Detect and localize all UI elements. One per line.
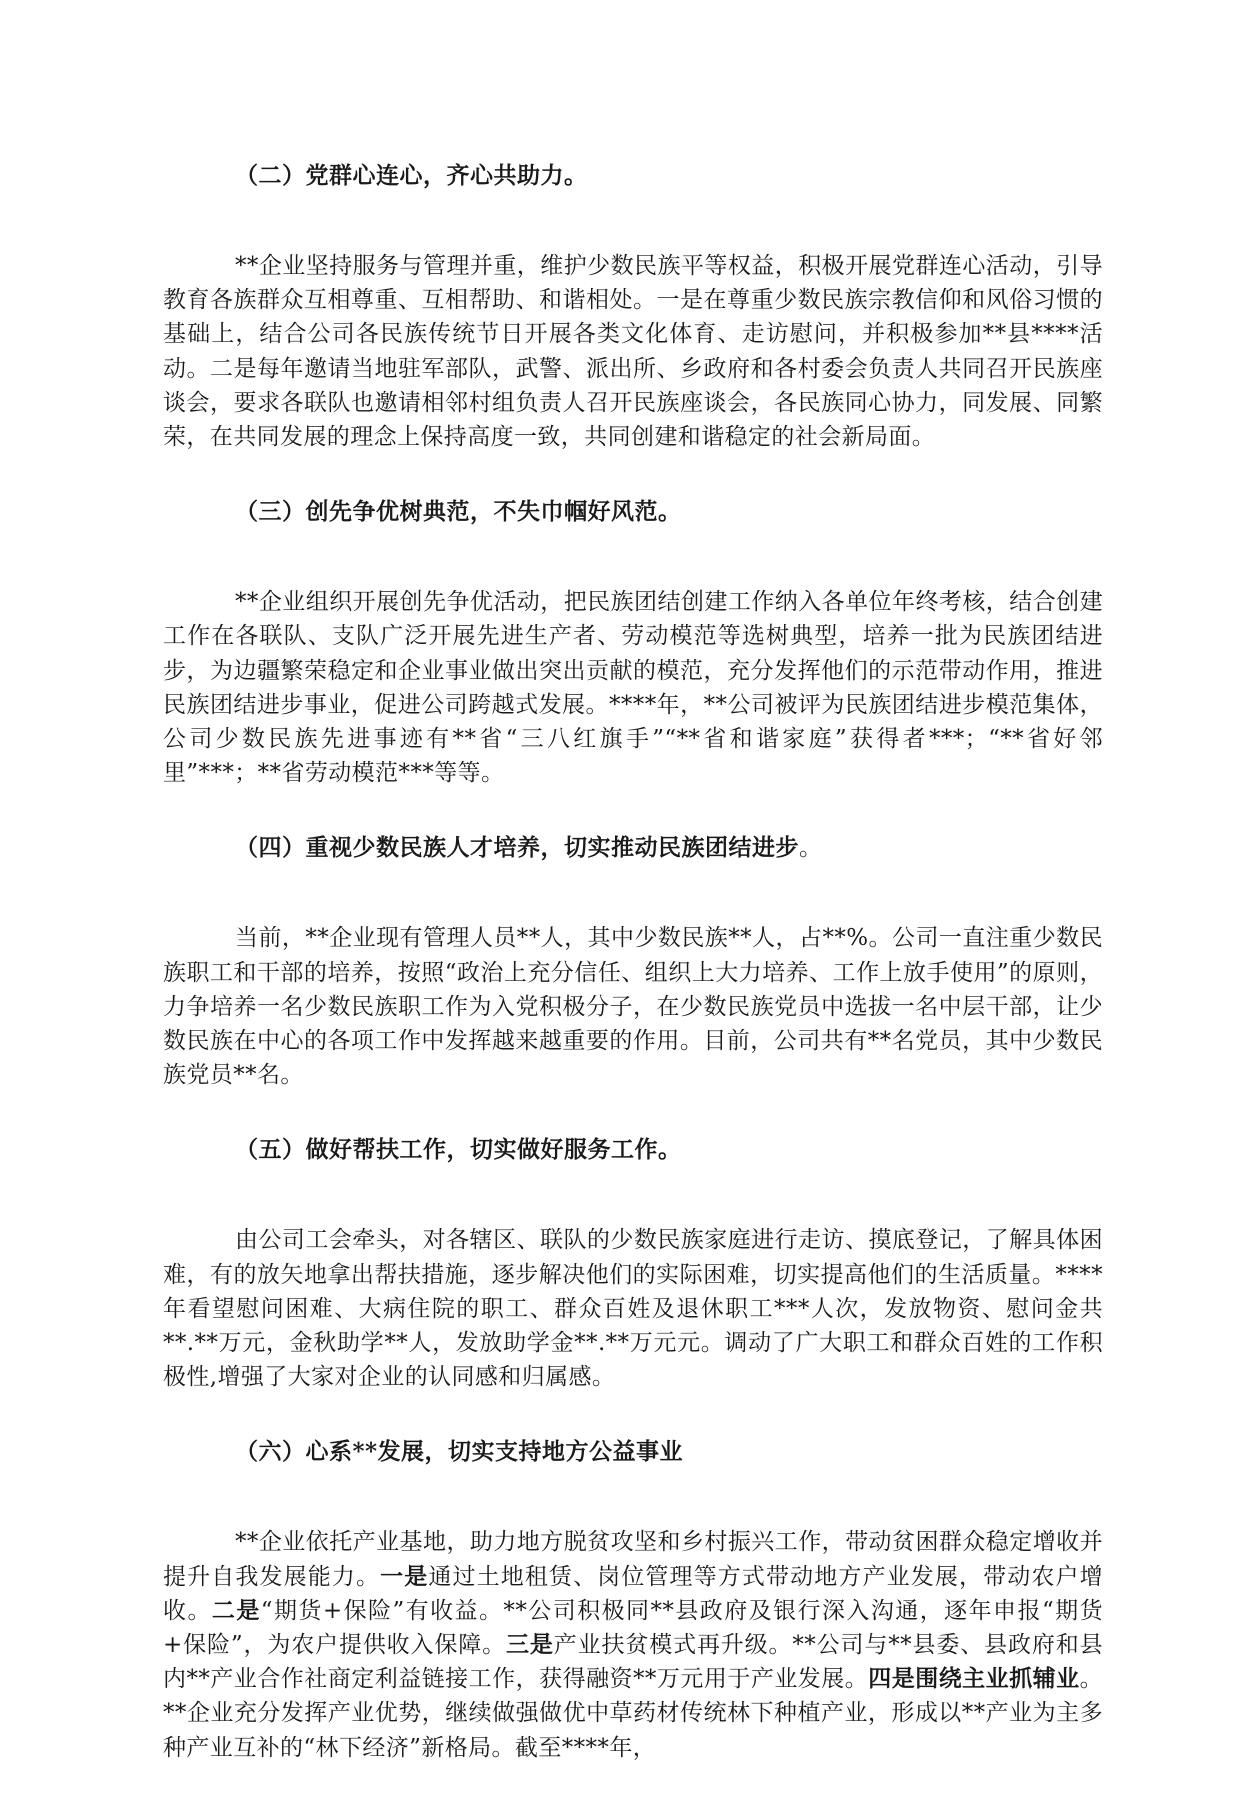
section-paragraph-4: 当前，**企业现有管理人员**人，其中少数民族**人，占**%。公司一直注重少数民族职工和干部的培养，按照“政治上充分信任、组织上大力培养、工作上放手使用”的原则，力争培养一名少数民族职工作为入党积极分子，在少数民族党员中选拔一名中层干部，让少数民族在中心的各项工作中发挥越来越重要的作用。目前，公司共有**名党员，其中少数民族党员**名。 [163,925,1103,1089]
paragraph-6-part-4: 产业扶贫模式再升级。**公司与**县委、县政府和县内**产业合作社商定利益链接工作，获得融资**万元用于产业发展。 [163,1632,1103,1693]
paragraph-6-part-5: 。**企业充分发挥产业优势，继续做强做优中草药材传统林下种植产业，形成以**产业为主多种产业互补的“林下经济”新格局。截至****年， [163,1666,1103,1761]
section-paragraph-3: **企业组织开展创先争优活动，把民族团结创建工作纳入各单位年终考核，结合创建工作在各联队、支队广泛开展先进生产者、劳动模范等选树典型，培养一批为民族团结进步，为边疆繁荣稳定和企业事业做出突出贡献的模范，充分发挥他们的示范带动作用，推进民族团结进步事业，促进公司跨越式发展。****年，**公司被评为民族团结进步模范集体，公司少数民族先进事迹有**省“三八红旗手”“**省和谐家庭”获得者***；“**省好邻里”***；**省劳动模范***等等。 [163,589,1103,787]
section-heading-3: （三）创先争优树典范，不失巾帼好风范。 [235,498,682,526]
section-heading-4 [163,830,1103,866]
section-heading-5: （五）做好帮扶工作，切实做好服务工作。 [235,1136,682,1164]
section-paragraph-5: 由公司工会牵头，对各辖区、联队的少数民族家庭进行走访、摸底登记，了解具体困难，有的放矢地拿出帮扶措施，逐步解决他们的实际困难，切实提高他们的生活质量。****年看望慰问困难、大病住院的职工、群众百姓及退休职工***人次，发放物资、慰问金共**.**万元，金秋助学**人，发放助学金**.**万元元。调动了广大职工和群众百姓的工作积极性,增强了大家对企业的认同感和归属感。 [163,1227,1103,1391]
paragraph-6-part-2: 通过土地租赁、岗位管理等方式带动地方产业发展，带动农户增收。 [163,1563,1103,1624]
section-paragraph-6 [163,1525,1103,1764]
paragraph-6-keyword-4: 四是围绕主业抓辅业 [868,1665,1080,1693]
section-heading-2: （二）党群心连心，齐心共助力。 [235,162,588,189]
section-heading-4-tail: 。 [799,835,823,862]
paragraph-6-keyword-3: 三是 [506,1631,554,1659]
paragraph-6-part-3: “期货+保险”有收益。**公司积极同**县政府及银行深入沟通，逐年申报“期货+保险”，为农户提供收入保障。 [163,1597,1103,1659]
section-paragraph-2: **企业坚持服务与管理并重，维护少数民族平等权益，积极开展党群连心活动，引导教育各族群众互相尊重、互相帮助、和谐相处。一是在尊重少数民族宗教信仰和风俗习惯的基础上，结合公司各民族传统节日开展各类文化体育、走访慰问，并积极参加**县****活动。二是每年邀请当地驻军部队，武警、派出所、乡政府和各村委会负责人共同召开民族座谈会，要求各联队也邀请相邻村组负责人召开民族座谈会，各民族同心协力，同发展、同繁荣，在共同发展的理念上保持高度一致，共同创建和谐稳定的社会新局面。 [163,253,1103,451]
document-body [163,158,1103,1805]
paragraph-6-keyword-1: 一是 [380,1562,429,1590]
section-heading-4-text: （四）重视少数民族人才培养，切实推动民族团结进步 [235,834,799,862]
section-heading-6: （六）心系**发展，切实支持地方公益事业 [235,1438,684,1466]
paragraph-6-part-1: **企业依托产业基地，助力地方脱贫攻坚和乡村振兴工作，带动贫困群众稳定增收并提升自我发展能力。 [163,1529,1103,1590]
paragraph-6-keyword-2: 二是 [211,1596,261,1624]
